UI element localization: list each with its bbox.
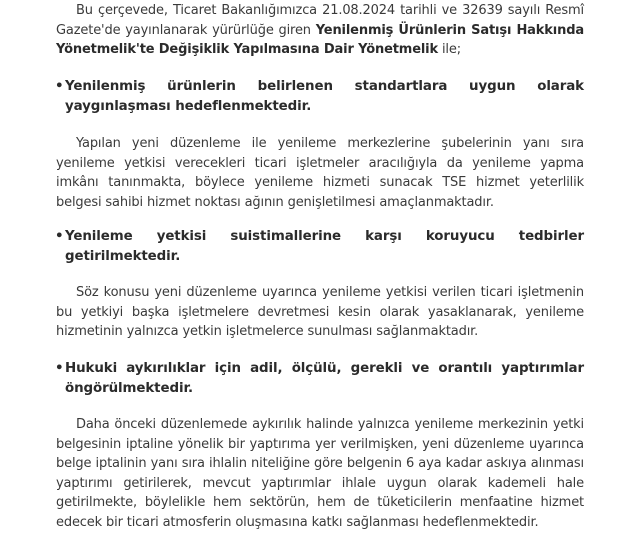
bullet-icon: • <box>55 361 64 376</box>
bullet-heading-1 <box>56 77 584 116</box>
section-paragraph-3: Daha önceki düzenlemede aykırılık halinde yalnızca yenileme merkezinin yetki belgesinin iptaline yönelik bir yaptırıma yer verilmişken, yeni düzenleme uyarınca belge iptalinin yanı sıra ihlalin niteliğine göre belgenin 6 aya kadar askıya alınması yaptırımı getirilerek, mevcut yaptırımlar ihlale uygun olarak kademeli hale getirilmekte, böylelikle hem sektörün, hem de tüketicilerin menfaatine hizmet edecek bir ticari atmosferin oluşmasına katkı sağlanması hedeflenmektedir. <box>56 417 584 530</box>
intro-lead-text: Bu çerçevede, Ticaret Bakanlığımızca 21.08.2024 tarihli ve 32639 sayılı Resmî Gazete'de yayınlanarak yürürlüğe giren <box>56 3 584 38</box>
bullet-icon: • <box>55 79 64 94</box>
bullet-icon: • <box>55 229 64 244</box>
bullet-heading-text: Hukuki aykırılıklar için adil, ölçülü, gerekli ve orantılı yaptırımlar öngörülmektedir. <box>65 361 584 396</box>
bullet-heading-3 <box>56 359 584 398</box>
intro-paragraph <box>56 1 584 60</box>
section-paragraph-2: Söz konusu yeni düzenleme uyarınca yenileme yetkisi verilen ticari işletmenin bu yetkiyi başka işletmelere devretmesi kesin olarak yasaklanarak, yenileme hizmetinin yalnızca yetkin işletmelerce sunulması sağlanmaktadır. <box>56 285 584 340</box>
bullet-heading-text: Yenilenmiş ürünlerin belirlenen standartlara uygun olarak yaygınlaşması hedeflenmektedir. <box>65 79 584 114</box>
bullet-heading-2 <box>56 227 584 266</box>
intro-tail-text: ile; <box>437 42 461 58</box>
section-paragraph-1: Yapılan yeni düzenleme ile yenileme merkezlerine şubelerinin yanı sıra yenileme yetkisi verecekleri ticari işletmeler aracılığıyla da yenileme yapma imkânı tanınmakta, böylece yenileme hizmeti sunacak TSE hizmet yeterlilik belgesi sahibi hizmet noktası ağının genişletilmesi amaçlanmaktadır. <box>56 136 584 210</box>
bullet-heading-text: Yenileme yetkisi suistimallerine karşı koruyucu tedbirler getirilmektedir. <box>65 229 584 264</box>
regulation-title: Yenilenmiş Ürünlerin Satışı Hakkında Yönetmelik'te Değişiklik Yapılmasına Dair Yönetmelik <box>56 22 584 58</box>
